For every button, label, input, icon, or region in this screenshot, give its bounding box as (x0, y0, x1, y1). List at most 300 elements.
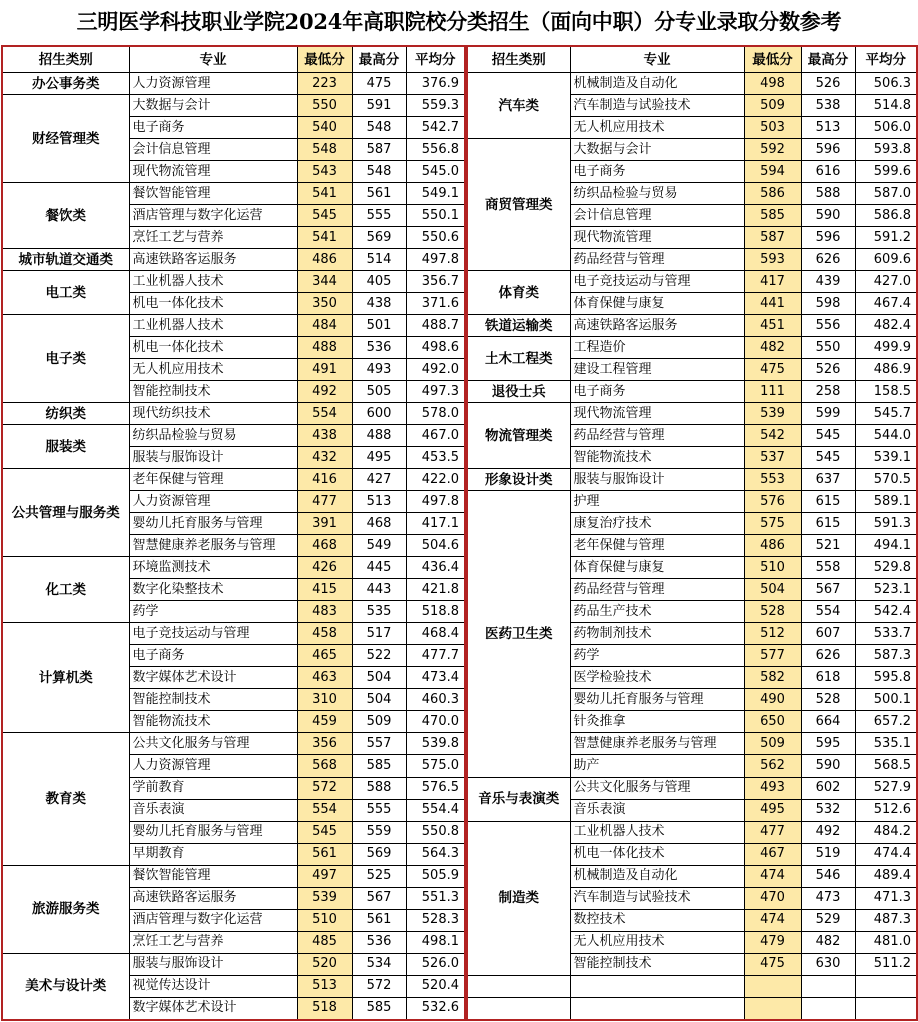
major-cell: 智能控制技术 (570, 953, 744, 975)
major-cell: 药品生产技术 (570, 601, 744, 623)
empty-cell (855, 975, 917, 997)
table-row (2, 865, 465, 887)
min-score-cell: 541 (297, 227, 352, 249)
empty-cell (744, 975, 801, 997)
min-score-cell: 344 (297, 271, 352, 293)
max-score-cell: 567 (801, 579, 855, 601)
avg-score-cell: 482.4 (855, 315, 917, 337)
major-cell: 汽车制造与试验技术 (570, 887, 744, 909)
max-score-cell: 618 (801, 667, 855, 689)
table-row (2, 249, 465, 271)
category-cell: 物流管理类 (467, 403, 570, 469)
max-score-cell: 585 (352, 755, 406, 777)
min-score-cell: 554 (297, 403, 352, 425)
page-title: 三明医学科技职业学院2024年高职院校分类招生（面向中职）分专业录取分数参考 (76, 9, 842, 34)
table-row (467, 73, 917, 95)
major-cell: 会计信息管理 (570, 205, 744, 227)
table-row (467, 491, 917, 513)
major-cell: 现代物流管理 (129, 161, 297, 183)
table-row (2, 271, 465, 293)
max-score-cell: 532 (801, 799, 855, 821)
min-score-cell: 493 (744, 777, 801, 799)
min-score-cell: 561 (297, 843, 352, 865)
major-cell: 电子竞技运动与管理 (570, 271, 744, 293)
category-cell: 体育类 (467, 271, 570, 315)
avg-score-cell: 506.3 (855, 73, 917, 95)
min-score-cell: 356 (297, 733, 352, 755)
table-row (2, 95, 465, 117)
avg-score-cell: 505.9 (406, 865, 465, 887)
major-cell: 电子竞技运动与管理 (129, 623, 297, 645)
avg-score-cell: 657.2 (855, 711, 917, 733)
category-cell: 城市轨道交通类 (2, 249, 129, 271)
major-cell: 数控技术 (570, 909, 744, 931)
avg-score-cell: 528.3 (406, 909, 465, 931)
max-score-cell: 588 (801, 183, 855, 205)
major-cell: 酒店管理与数字化运营 (129, 909, 297, 931)
major-cell: 公共文化服务与管理 (570, 777, 744, 799)
min-score-cell: 486 (744, 535, 801, 557)
max-score-cell: 473 (801, 887, 855, 909)
min-score-cell: 504 (744, 579, 801, 601)
major-cell: 公共文化服务与管理 (129, 733, 297, 755)
max-score-cell: 534 (352, 953, 406, 975)
max-score-cell: 513 (352, 491, 406, 513)
min-score-cell: 509 (744, 733, 801, 755)
max-score-cell: 521 (801, 535, 855, 557)
major-cell: 纺织品检验与贸易 (570, 183, 744, 205)
table-row (2, 623, 465, 645)
major-cell: 智能物流技术 (570, 447, 744, 469)
header-row (2, 46, 465, 73)
max-score-cell: 488 (352, 425, 406, 447)
major-cell: 智慧健康养老服务与管理 (129, 535, 297, 557)
min-score-cell: 572 (297, 777, 352, 799)
major-cell: 现代物流管理 (570, 227, 744, 249)
max-score-cell: 443 (352, 579, 406, 601)
avg-score-cell: 586.8 (855, 205, 917, 227)
min-score-cell: 438 (297, 425, 352, 447)
max-score-cell: 561 (352, 909, 406, 931)
max-score-cell: 630 (801, 953, 855, 975)
category-cell: 制造类 (467, 821, 570, 975)
min-score-cell: 553 (744, 469, 801, 491)
max-score-cell: 626 (801, 249, 855, 271)
max-score-cell: 561 (352, 183, 406, 205)
avg-score-cell: 486.9 (855, 359, 917, 381)
min-score-cell: 459 (297, 711, 352, 733)
avg-score-cell: 481.0 (855, 931, 917, 953)
max-score-cell: 548 (352, 117, 406, 139)
min-score-cell: 550 (297, 95, 352, 117)
major-cell: 无人机应用技术 (570, 931, 744, 953)
min-score-cell: 485 (297, 931, 352, 953)
avg-score-cell: 578.0 (406, 403, 465, 425)
empty-cell (570, 997, 744, 1020)
min-score-cell: 441 (744, 293, 801, 315)
category-cell: 医药卫生类 (467, 491, 570, 777)
max-score-cell: 591 (352, 95, 406, 117)
avg-score-cell: 591.2 (855, 227, 917, 249)
avg-score-cell: 497.3 (406, 381, 465, 403)
avg-score-cell: 539.1 (855, 447, 917, 469)
min-score-cell: 415 (297, 579, 352, 601)
min-score-cell: 582 (744, 667, 801, 689)
table-row (2, 315, 465, 337)
major-cell: 药品经营与管理 (570, 579, 744, 601)
table-row (467, 337, 917, 359)
min-score-cell: 484 (297, 315, 352, 337)
max-score-cell: 588 (352, 777, 406, 799)
max-score-cell: 493 (352, 359, 406, 381)
max-score-cell: 438 (352, 293, 406, 315)
empty-cell (467, 997, 570, 1020)
table-row (467, 469, 917, 491)
avg-score-cell: 489.4 (855, 865, 917, 887)
min-score-cell: 537 (744, 447, 801, 469)
max-score-cell: 536 (352, 931, 406, 953)
category-cell: 计算机类 (2, 623, 129, 733)
major-cell: 汽车制造与试验技术 (570, 95, 744, 117)
min-score-cell: 650 (744, 711, 801, 733)
category-cell: 商贸管理类 (467, 139, 570, 271)
avg-score-cell: 512.6 (855, 799, 917, 821)
max-score-cell: 599 (801, 403, 855, 425)
major-cell: 电子商务 (570, 161, 744, 183)
header-category: 招生类别 (467, 46, 570, 73)
max-score-cell: 427 (352, 469, 406, 491)
max-score-cell: 526 (801, 359, 855, 381)
major-cell: 大数据与会计 (570, 139, 744, 161)
category-cell: 形象设计类 (467, 469, 570, 491)
major-cell: 药学 (570, 645, 744, 667)
max-score-cell: 535 (352, 601, 406, 623)
min-score-cell: 474 (744, 865, 801, 887)
avg-score-cell: 506.0 (855, 117, 917, 139)
min-score-cell: 432 (297, 447, 352, 469)
avg-score-cell: 487.3 (855, 909, 917, 931)
min-score-cell: 520 (297, 953, 352, 975)
min-score-cell: 479 (744, 931, 801, 953)
table-row (2, 557, 465, 579)
admission-table-left (1, 45, 466, 1021)
min-score-cell: 391 (297, 513, 352, 535)
avg-score-cell: 518.8 (406, 601, 465, 623)
min-score-cell: 539 (297, 887, 352, 909)
max-score-cell: 626 (801, 645, 855, 667)
avg-score-cell: 427.0 (855, 271, 917, 293)
avg-score-cell: 473.4 (406, 667, 465, 689)
major-cell: 音乐表演 (570, 799, 744, 821)
min-score-cell: 350 (297, 293, 352, 315)
max-score-cell: 546 (801, 865, 855, 887)
major-cell: 电子商务 (570, 381, 744, 403)
major-cell: 工业机器人技术 (570, 821, 744, 843)
min-score-cell: 310 (297, 689, 352, 711)
major-cell: 人力资源管理 (129, 73, 297, 95)
major-cell: 餐饮智能管理 (129, 183, 297, 205)
major-cell: 音乐表演 (129, 799, 297, 821)
table-row (2, 425, 465, 447)
major-cell: 数字化染整技术 (129, 579, 297, 601)
max-score-cell: 545 (801, 447, 855, 469)
major-cell: 建设工程管理 (570, 359, 744, 381)
table-row (2, 403, 465, 425)
min-score-cell: 497 (297, 865, 352, 887)
avg-score-cell: 545.0 (406, 161, 465, 183)
max-score-cell: 616 (801, 161, 855, 183)
major-cell: 无人机应用技术 (570, 117, 744, 139)
min-score-cell: 223 (297, 73, 352, 95)
min-score-cell: 545 (297, 205, 352, 227)
avg-score-cell: 417.1 (406, 513, 465, 535)
header-min-score: 最低分 (744, 46, 801, 73)
major-cell: 高速铁路客运服务 (129, 249, 297, 271)
max-score-cell: 587 (352, 139, 406, 161)
admission-table-right (466, 45, 918, 1021)
empty-cell (801, 997, 855, 1020)
max-score-cell: 517 (352, 623, 406, 645)
max-score-cell: 555 (352, 205, 406, 227)
empty-cell (855, 997, 917, 1020)
max-score-cell: 602 (801, 777, 855, 799)
min-score-cell: 490 (744, 689, 801, 711)
max-score-cell: 468 (352, 513, 406, 535)
max-score-cell: 445 (352, 557, 406, 579)
avg-score-cell: 492.0 (406, 359, 465, 381)
avg-score-cell: 544.0 (855, 425, 917, 447)
max-score-cell: 513 (801, 117, 855, 139)
max-score-cell: 550 (801, 337, 855, 359)
table-row (2, 733, 465, 755)
major-cell: 针灸推拿 (570, 711, 744, 733)
avg-score-cell: 554.4 (406, 799, 465, 821)
min-score-cell: 426 (297, 557, 352, 579)
category-cell: 音乐与表演类 (467, 777, 570, 821)
avg-score-cell: 422.0 (406, 469, 465, 491)
max-score-cell: 558 (801, 557, 855, 579)
major-cell: 高速铁路客运服务 (570, 315, 744, 337)
major-cell: 纺织品检验与贸易 (129, 425, 297, 447)
min-score-cell: 468 (297, 535, 352, 557)
max-score-cell: 607 (801, 623, 855, 645)
major-cell: 机电一体化技术 (129, 337, 297, 359)
avg-score-cell: 576.5 (406, 777, 465, 799)
avg-score-cell: 575.0 (406, 755, 465, 777)
max-score-cell: 528 (801, 689, 855, 711)
header-row (467, 46, 917, 73)
major-cell: 婴幼儿托育服务与管理 (570, 689, 744, 711)
header-avg-score: 平均分 (406, 46, 465, 73)
major-cell: 服装与服饰设计 (570, 469, 744, 491)
major-cell: 酒店管理与数字化运营 (129, 205, 297, 227)
table-row (467, 821, 917, 843)
max-score-cell: 596 (801, 227, 855, 249)
min-score-cell: 495 (744, 799, 801, 821)
category-cell: 美术与设计类 (2, 953, 129, 1020)
major-cell: 现代物流管理 (570, 403, 744, 425)
major-cell: 工业机器人技术 (129, 315, 297, 337)
max-score-cell: 482 (801, 931, 855, 953)
min-score-cell: 586 (744, 183, 801, 205)
major-cell: 老年保健与管理 (570, 535, 744, 557)
max-score-cell: 504 (352, 667, 406, 689)
major-cell: 康复治疗技术 (570, 513, 744, 535)
major-cell: 智能物流技术 (129, 711, 297, 733)
avg-score-cell: 498.1 (406, 931, 465, 953)
max-score-cell: 439 (801, 271, 855, 293)
major-cell: 学前教育 (129, 777, 297, 799)
major-cell: 护理 (570, 491, 744, 513)
category-cell: 财经管理类 (2, 95, 129, 183)
avg-score-cell: 556.8 (406, 139, 465, 161)
major-cell: 药品经营与管理 (570, 249, 744, 271)
major-cell: 数字媒体艺术设计 (129, 997, 297, 1020)
major-cell: 药学 (129, 601, 297, 623)
min-score-cell: 594 (744, 161, 801, 183)
max-score-cell: 519 (801, 843, 855, 865)
max-score-cell: 615 (801, 491, 855, 513)
min-score-cell: 467 (744, 843, 801, 865)
min-score-cell: 465 (297, 645, 352, 667)
major-cell: 餐饮智能管理 (129, 865, 297, 887)
major-cell: 人力资源管理 (129, 491, 297, 513)
max-score-cell: 549 (352, 535, 406, 557)
major-cell: 电子商务 (129, 645, 297, 667)
max-score-cell: 559 (352, 821, 406, 843)
max-score-cell: 525 (352, 865, 406, 887)
max-score-cell: 529 (801, 909, 855, 931)
max-score-cell: 557 (352, 733, 406, 755)
category-cell: 汽车类 (467, 73, 570, 139)
avg-score-cell: 549.1 (406, 183, 465, 205)
avg-score-cell: 527.9 (855, 777, 917, 799)
min-score-cell: 509 (744, 95, 801, 117)
avg-score-cell: 542.7 (406, 117, 465, 139)
max-score-cell: 556 (801, 315, 855, 337)
major-cell: 工程造价 (570, 337, 744, 359)
avg-score-cell: 550.6 (406, 227, 465, 249)
max-score-cell: 569 (352, 843, 406, 865)
avg-score-cell: 564.3 (406, 843, 465, 865)
major-cell: 会计信息管理 (129, 139, 297, 161)
category-cell: 旅游服务类 (2, 865, 129, 953)
max-score-cell: 536 (352, 337, 406, 359)
min-score-cell: 542 (744, 425, 801, 447)
major-cell: 人力资源管理 (129, 755, 297, 777)
avg-score-cell: 599.6 (855, 161, 917, 183)
major-cell: 现代纺织技术 (129, 403, 297, 425)
table-row (467, 139, 917, 161)
major-cell: 体育保健与康复 (570, 293, 744, 315)
max-score-cell: 258 (801, 381, 855, 403)
max-score-cell: 538 (801, 95, 855, 117)
min-score-cell: 475 (744, 953, 801, 975)
max-score-cell: 545 (801, 425, 855, 447)
avg-score-cell: 497.8 (406, 491, 465, 513)
empty-row (467, 975, 917, 997)
empty-cell (744, 997, 801, 1020)
avg-score-cell: 499.9 (855, 337, 917, 359)
min-score-cell: 492 (297, 381, 352, 403)
major-cell: 大数据与会计 (129, 95, 297, 117)
min-score-cell: 491 (297, 359, 352, 381)
max-score-cell: 590 (801, 205, 855, 227)
min-score-cell: 539 (744, 403, 801, 425)
empty-cell (467, 975, 570, 997)
min-score-cell: 585 (744, 205, 801, 227)
max-score-cell: 554 (801, 601, 855, 623)
category-cell: 退役士兵 (467, 381, 570, 403)
min-score-cell: 528 (744, 601, 801, 623)
table-row (467, 271, 917, 293)
avg-score-cell: 484.2 (855, 821, 917, 843)
major-cell: 电子商务 (129, 117, 297, 139)
category-cell: 土木工程类 (467, 337, 570, 381)
min-score-cell: 482 (744, 337, 801, 359)
min-score-cell: 463 (297, 667, 352, 689)
max-score-cell: 555 (352, 799, 406, 821)
major-cell: 工业机器人技术 (129, 271, 297, 293)
avg-score-cell: 550.1 (406, 205, 465, 227)
avg-score-cell: 587.0 (855, 183, 917, 205)
table-row (467, 381, 917, 403)
avg-score-cell: 371.6 (406, 293, 465, 315)
max-score-cell: 495 (352, 447, 406, 469)
category-cell: 纺织类 (2, 403, 129, 425)
avg-score-cell: 511.2 (855, 953, 917, 975)
max-score-cell: 596 (801, 139, 855, 161)
header-min-score: 最低分 (297, 46, 352, 73)
max-score-cell: 526 (801, 73, 855, 95)
header-max-score: 最高分 (352, 46, 406, 73)
min-score-cell: 477 (744, 821, 801, 843)
avg-score-cell: 589.1 (855, 491, 917, 513)
min-score-cell: 587 (744, 227, 801, 249)
avg-score-cell: 460.3 (406, 689, 465, 711)
max-score-cell: 615 (801, 513, 855, 535)
min-score-cell: 503 (744, 117, 801, 139)
avg-score-cell: 532.6 (406, 997, 465, 1020)
min-score-cell: 540 (297, 117, 352, 139)
max-score-cell: 522 (352, 645, 406, 667)
avg-score-cell: 158.5 (855, 381, 917, 403)
avg-score-cell: 545.7 (855, 403, 917, 425)
avg-score-cell: 497.8 (406, 249, 465, 271)
header-major: 专业 (129, 46, 297, 73)
avg-score-cell: 468.4 (406, 623, 465, 645)
major-cell: 早期教育 (129, 843, 297, 865)
min-score-cell: 554 (297, 799, 352, 821)
major-cell: 医学检验技术 (570, 667, 744, 689)
min-score-cell: 416 (297, 469, 352, 491)
avg-score-cell: 488.7 (406, 315, 465, 337)
major-cell: 视觉传达设计 (129, 975, 297, 997)
major-cell: 助产 (570, 755, 744, 777)
avg-score-cell: 609.6 (855, 249, 917, 271)
major-cell: 药品经营与管理 (570, 425, 744, 447)
category-cell: 公共管理与服务类 (2, 469, 129, 557)
empty-row (467, 997, 917, 1020)
avg-score-cell: 498.6 (406, 337, 465, 359)
max-score-cell: 514 (352, 249, 406, 271)
min-score-cell: 518 (297, 997, 352, 1020)
avg-score-cell: 550.8 (406, 821, 465, 843)
category-cell: 化工类 (2, 557, 129, 623)
header-major: 专业 (570, 46, 744, 73)
min-score-cell: 541 (297, 183, 352, 205)
min-score-cell: 510 (297, 909, 352, 931)
